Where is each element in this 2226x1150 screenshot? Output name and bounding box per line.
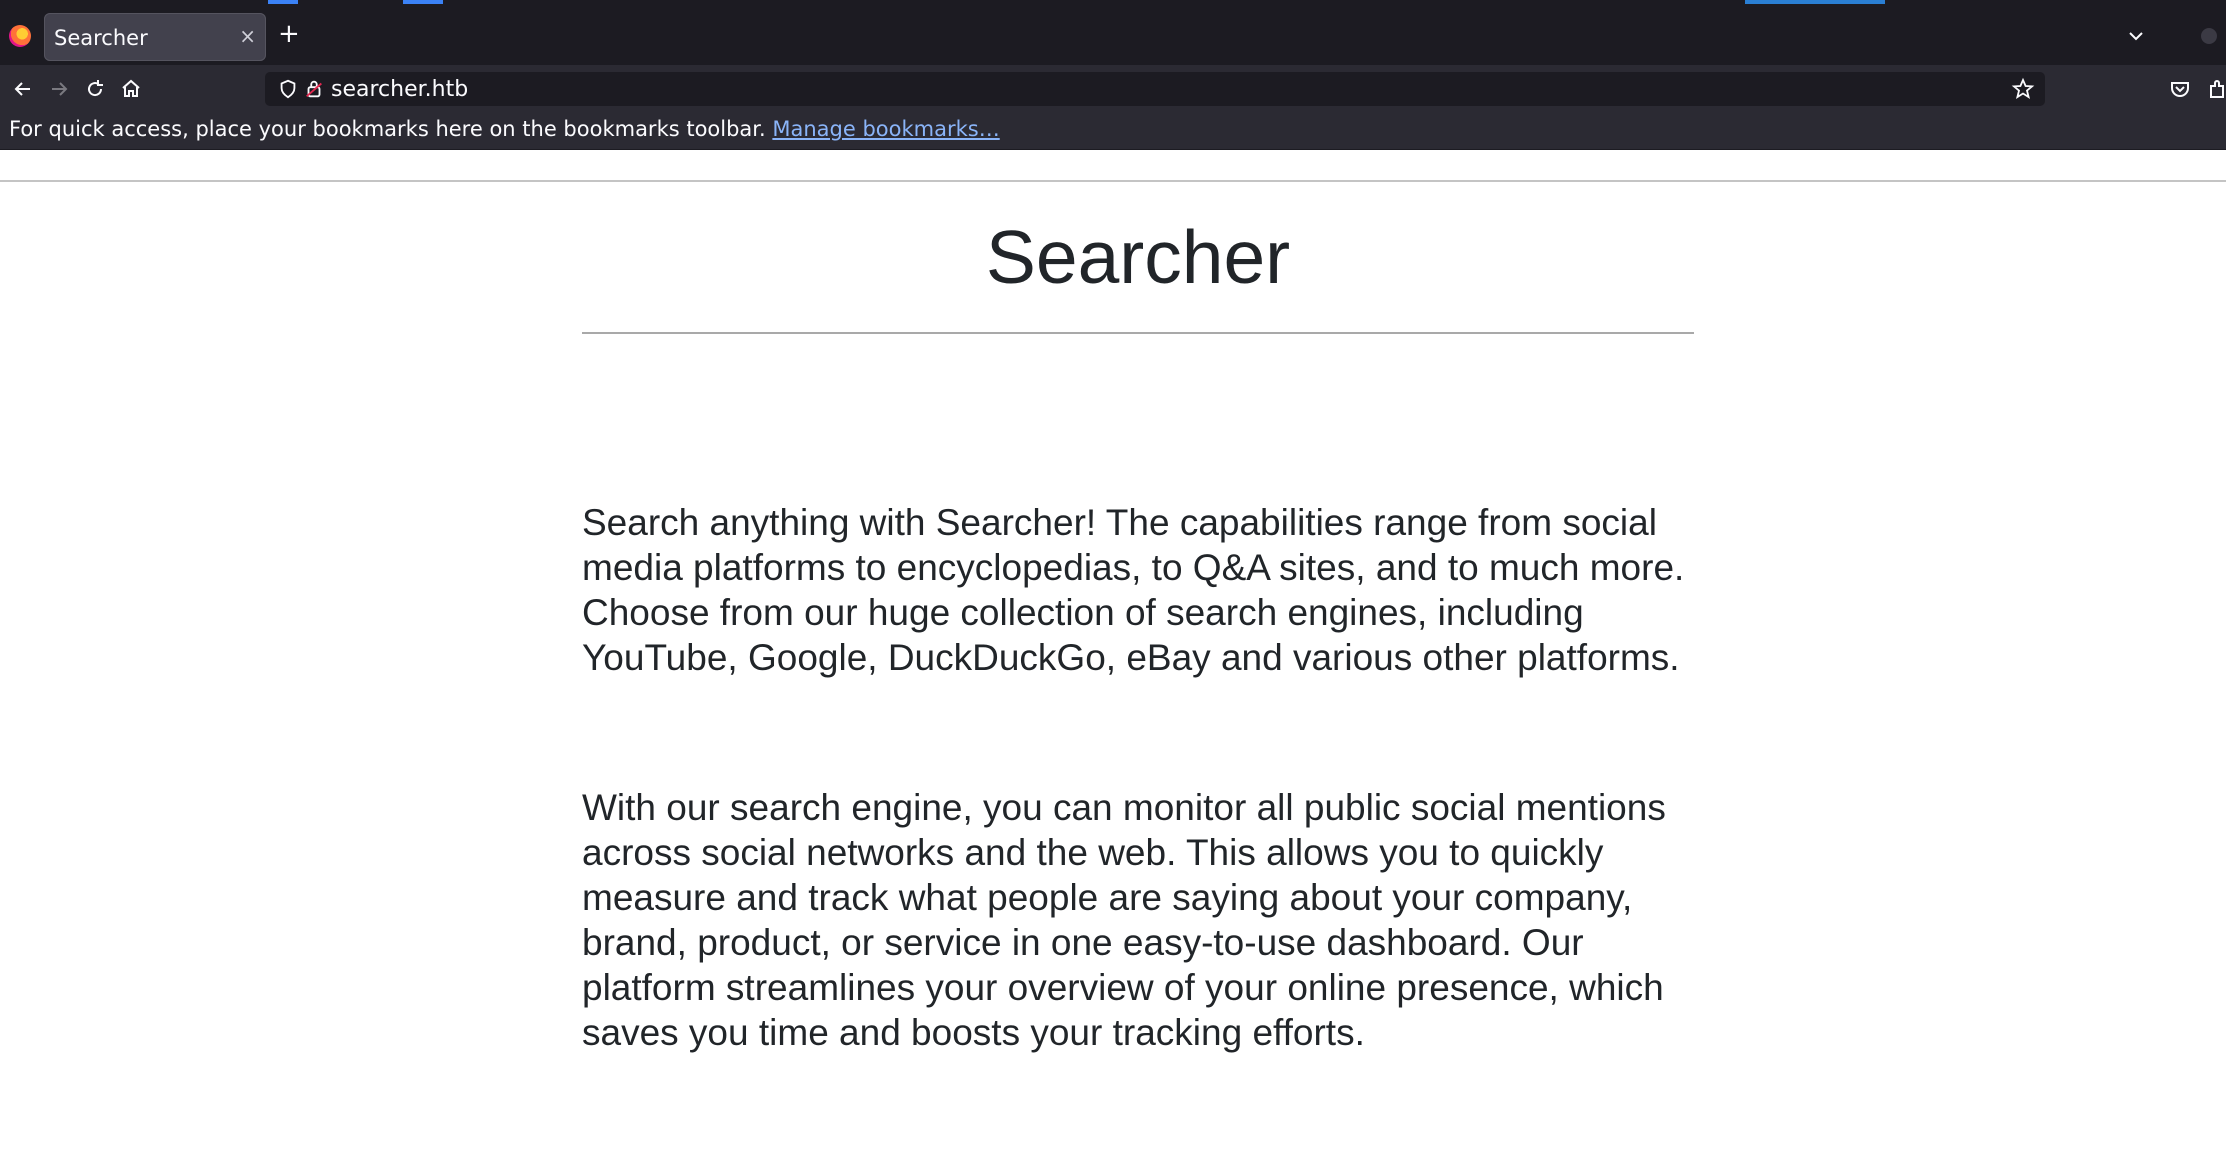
pocket-icon[interactable]	[2168, 77, 2192, 101]
top-strip-indicator	[268, 0, 298, 4]
manage-bookmarks-link[interactable]: Manage bookmarks…	[772, 117, 1000, 141]
url-bar[interactable]	[265, 72, 2045, 106]
lock-icon[interactable]	[303, 78, 325, 100]
home-icon[interactable]	[119, 77, 143, 101]
reload-icon[interactable]	[83, 77, 107, 101]
back-icon[interactable]	[11, 77, 35, 101]
forward-icon[interactable]	[47, 77, 71, 101]
title-divider	[582, 332, 1694, 334]
bookmarks-toolbar	[0, 113, 2226, 150]
extensions-icon[interactable]	[2206, 77, 2226, 101]
top-strip-indicator	[1745, 0, 1885, 4]
tab-close-icon[interactable]: ×	[239, 24, 256, 48]
bookmarks-toolbar-message	[9, 117, 1000, 141]
window-top-strip	[0, 0, 2226, 7]
firefox-icon[interactable]	[9, 25, 31, 47]
navigation-bar	[0, 65, 2226, 113]
star-icon[interactable]	[2011, 77, 2035, 101]
tab-searcher[interactable]	[44, 13, 266, 61]
account-dot[interactable]	[2201, 28, 2217, 44]
intro-paragraph: Search anything with Searcher! The capabilities range from social media platforms to encyclopedias, to Q&A sites, and to much more. Choose from our huge collection of search engines, including YouTube, Google, DuckDuckGo, eBay and various other platforms.	[582, 502, 1685, 678]
page-title: Searcher	[985, 215, 1291, 299]
tab-list-chevron-icon[interactable]	[2124, 24, 2148, 48]
url-text[interactable]: searcher.htb	[331, 77, 469, 102]
tab-title: Searcher	[54, 26, 148, 50]
shield-icon[interactable]	[277, 78, 299, 100]
top-strip-indicator	[403, 0, 443, 4]
tab-bar	[0, 7, 2226, 65]
page-top-divider	[0, 180, 2226, 182]
bookmarks-hint-text: For quick access, place your bookmarks here on the bookmarks toolbar.	[9, 117, 773, 141]
new-tab-button[interactable]: +	[278, 19, 300, 49]
monitoring-paragraph: With our search engine, you can monitor all public social mentions across social networks and the web. This allows you to quickly measure and track what people are saying about your company, brand, product, or service in one easy-to-use dashboard. Our platform streamlines your overview of your online presence, which saves you time and boosts your tracking efforts.	[582, 787, 1666, 1053]
